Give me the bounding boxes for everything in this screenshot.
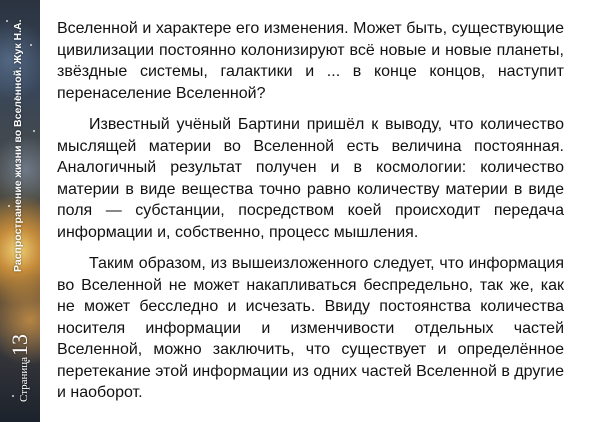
paragraph-3: Таким образом, из вышеизложенного следует, что информация во Вселенной не может накапливаться беспредельно, так же, как не может бесследно и исчезать. Ввиду постоянства количества носителя информации и изменчивости отдельных частей Вселенной, можно заключить, что существует и определённое перетекание этой информации из одних частей Вселенной в другие и наоборот. [57,255,564,401]
page-number: 13 [7,333,32,356]
decorative-sidebar [0,0,40,422]
paragraph-2: Известный учёный Бартини пришёл к выводу, что количество мыслящей материи во Вселенной есть величина постоянная. Аналогичный результат получен и в космологии: количество материи в виде вещества точно равно количеству материи в виде поля — субстанции, посредством коей происходит передача информации и, собственно, процесс мышления. [57,116,564,241]
page-label: Страница [18,356,30,402]
page-indicator [7,302,33,402]
book-title: Распространение жизни во Вселенной. Жук Н.А. [12,19,24,272]
paragraph-1: Вселенной и характере его изменения. Может быть, существующие цивилизации постоянно колонизируют всё новые и новые планеты, звёздные системы, галактики и ... в конце концов, наступит перенаселение Вселенной? [57,20,564,102]
page-body [57,18,564,414]
